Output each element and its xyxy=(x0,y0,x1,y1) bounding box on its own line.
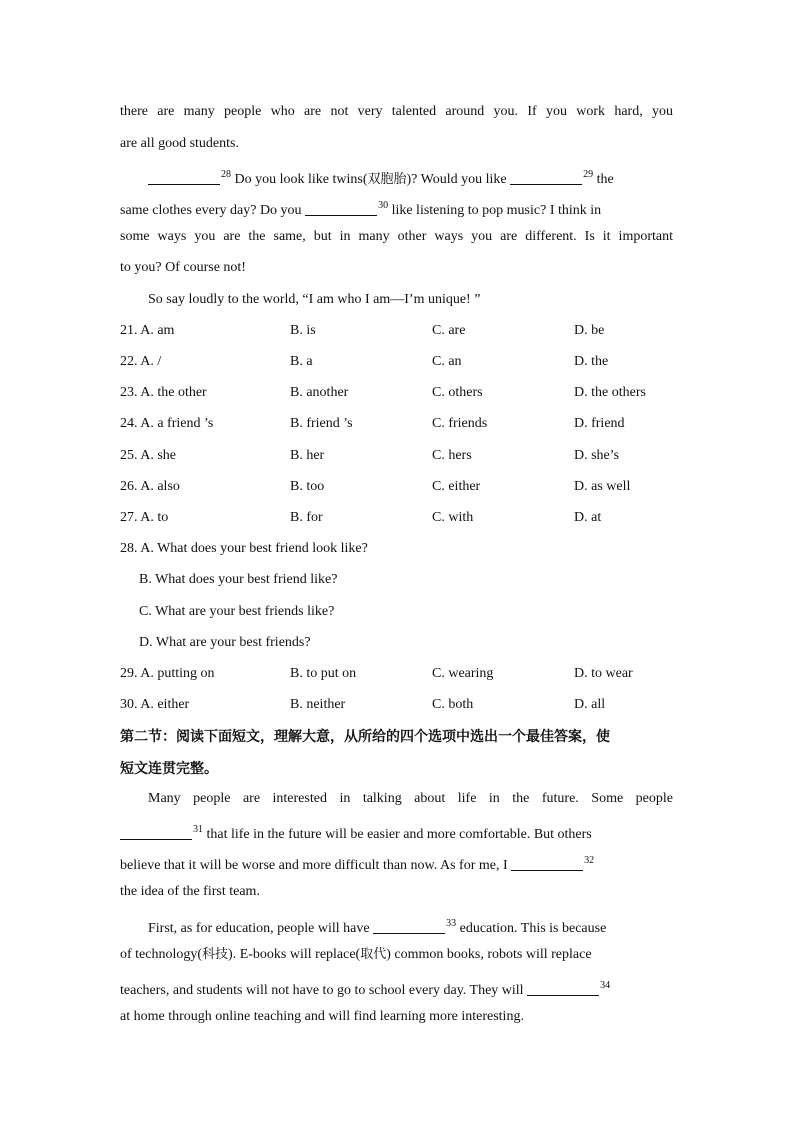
option-d[interactable]: D. be xyxy=(574,323,605,338)
text: there are many people who are not very talented around you. If you work hard, you xyxy=(120,104,673,119)
answer-blank-34[interactable] xyxy=(527,981,599,996)
blank-number: 34 xyxy=(600,980,611,991)
passage-line xyxy=(120,976,673,996)
option-c[interactable]: C. others xyxy=(432,385,483,400)
blank-number: 30 xyxy=(378,200,389,211)
question-row xyxy=(120,414,673,434)
text: 双胞胎 xyxy=(367,172,407,187)
option-c[interactable]: C. hers xyxy=(432,448,472,463)
option-b[interactable]: B. neither xyxy=(290,697,346,712)
passage-line xyxy=(120,945,673,965)
option-a[interactable]: 22. A. / xyxy=(120,354,162,369)
option-c[interactable]: C. friends xyxy=(432,416,488,431)
text: ). E-books will replace( xyxy=(228,947,361,962)
text: 科技 xyxy=(202,947,229,962)
question-row xyxy=(120,446,673,466)
question-row xyxy=(120,602,673,622)
text: that life in the future will be easier and more comfortable. But others xyxy=(206,827,592,842)
answer-blank-33[interactable] xyxy=(373,919,445,934)
text: 第二节：阅读下面短文，理解大意，从所给的四个选项中选出一个最佳答案，使 xyxy=(120,729,610,745)
passage-line xyxy=(120,820,673,840)
passage-line xyxy=(120,1007,673,1027)
answer-blank-30[interactable] xyxy=(305,201,377,216)
question-row xyxy=(120,383,673,403)
blank-number: 32 xyxy=(584,855,595,866)
option-b[interactable]: B. for xyxy=(290,510,323,525)
text: Do you look like twins( xyxy=(234,172,368,187)
text: Many people are interested in talking about life in the future. Some people xyxy=(148,791,673,806)
option-c[interactable]: C. an xyxy=(432,354,462,369)
passage-line xyxy=(120,102,673,122)
option-b[interactable]: B. to put on xyxy=(290,666,357,681)
option-b[interactable]: B. too xyxy=(290,479,325,494)
option-d[interactable]: D. at xyxy=(574,510,602,525)
text: to you? Of course not! xyxy=(120,260,246,275)
question-row xyxy=(120,539,673,559)
option-d[interactable]: D. as well xyxy=(574,479,631,494)
option-b[interactable]: B. is xyxy=(290,323,316,338)
text: believe that it will be worse and more difficult than now. As for me, I xyxy=(120,858,508,873)
option-d[interactable]: D. friend xyxy=(574,416,625,431)
question-row xyxy=(120,352,673,372)
option-c[interactable]: C. both xyxy=(432,697,474,712)
text: of technology( xyxy=(120,947,203,962)
option-d[interactable]: D. to wear xyxy=(574,666,633,681)
passage-line xyxy=(120,134,673,154)
text: 短文连贯完整。 xyxy=(120,761,218,777)
option-c[interactable]: C. with xyxy=(432,510,474,525)
option-c[interactable]: C. are xyxy=(432,323,466,338)
option-d[interactable]: D. What are your best friends? xyxy=(139,635,311,650)
text: the xyxy=(596,172,614,187)
question-row xyxy=(120,695,673,715)
section-heading xyxy=(120,726,673,748)
passage-line xyxy=(120,196,673,216)
option-b[interactable]: B. What does your best friend like? xyxy=(139,572,338,587)
passage-line xyxy=(120,165,673,185)
option-a[interactable]: 21. A. am xyxy=(120,323,175,338)
option-c[interactable]: C. What are your best friends like? xyxy=(139,604,335,619)
option-a[interactable]: 28. A. What does your best friend look like? xyxy=(120,541,368,556)
text: teachers, and students will not have to go to school every day. They will xyxy=(120,983,524,998)
text: 取代 xyxy=(360,947,387,962)
answer-blank-29[interactable] xyxy=(510,170,582,185)
passage-line xyxy=(120,851,673,871)
blank-number: 28 xyxy=(221,169,231,180)
option-a[interactable]: 23. A. the other xyxy=(120,385,207,400)
passage-line xyxy=(120,258,673,278)
option-a[interactable]: 27. A. to xyxy=(120,510,169,525)
text: So say loudly to the world, “I am who I am—I’m unique! ” xyxy=(148,292,481,307)
answer-blank-32[interactable] xyxy=(511,856,583,871)
text: education. This is because xyxy=(459,921,607,936)
option-a[interactable]: 25. A. she xyxy=(120,448,176,463)
option-b[interactable]: B. her xyxy=(290,448,325,463)
passage-line xyxy=(148,789,673,809)
passage-line xyxy=(120,882,673,902)
text: some ways you are the same, but in many other ways you are different. Is it important xyxy=(120,229,673,244)
option-d[interactable]: D. all xyxy=(574,697,606,712)
question-row xyxy=(120,570,673,590)
option-a[interactable]: 26. A. also xyxy=(120,479,180,494)
option-a[interactable]: 29. A. putting on xyxy=(120,666,215,681)
passage-line xyxy=(120,914,673,934)
text: at home through online teaching and will find learning more interesting. xyxy=(120,1009,524,1024)
text: same clothes every day? Do you xyxy=(120,203,302,218)
option-a[interactable]: 30. A. either xyxy=(120,697,190,712)
text: the idea of the first team. xyxy=(120,884,260,899)
option-c[interactable]: C. wearing xyxy=(432,666,494,681)
option-d[interactable]: D. the others xyxy=(574,385,646,400)
blank-number: 31 xyxy=(193,824,203,835)
option-d[interactable]: D. the xyxy=(574,354,609,369)
question-row xyxy=(120,477,673,497)
question-row xyxy=(120,321,673,341)
question-row xyxy=(120,664,673,684)
blank-number: 29 xyxy=(583,169,594,180)
answer-blank-28[interactable] xyxy=(148,170,220,185)
question-row xyxy=(120,508,673,528)
passage-line xyxy=(120,290,673,310)
option-c[interactable]: C. either xyxy=(432,479,481,494)
option-b[interactable]: B. friend ’s xyxy=(290,416,353,431)
blank-number: 33 xyxy=(446,918,457,929)
text: are all good students. xyxy=(120,136,239,151)
answer-blank-31[interactable] xyxy=(120,825,192,840)
option-b[interactable]: B. a xyxy=(290,354,313,369)
option-b[interactable]: B. another xyxy=(290,385,349,400)
option-a[interactable]: 24. A. a friend ’s xyxy=(120,416,214,431)
option-d[interactable]: D. she’s xyxy=(574,448,620,463)
text: )? Would you like xyxy=(406,172,507,187)
text: like listening to pop music? I think in xyxy=(391,203,602,218)
text: First, as for education, people will have xyxy=(148,921,370,936)
passage-line xyxy=(120,227,673,247)
text: ) common books, robots will replace xyxy=(386,947,592,962)
section-heading xyxy=(120,758,673,780)
question-row xyxy=(120,633,673,653)
